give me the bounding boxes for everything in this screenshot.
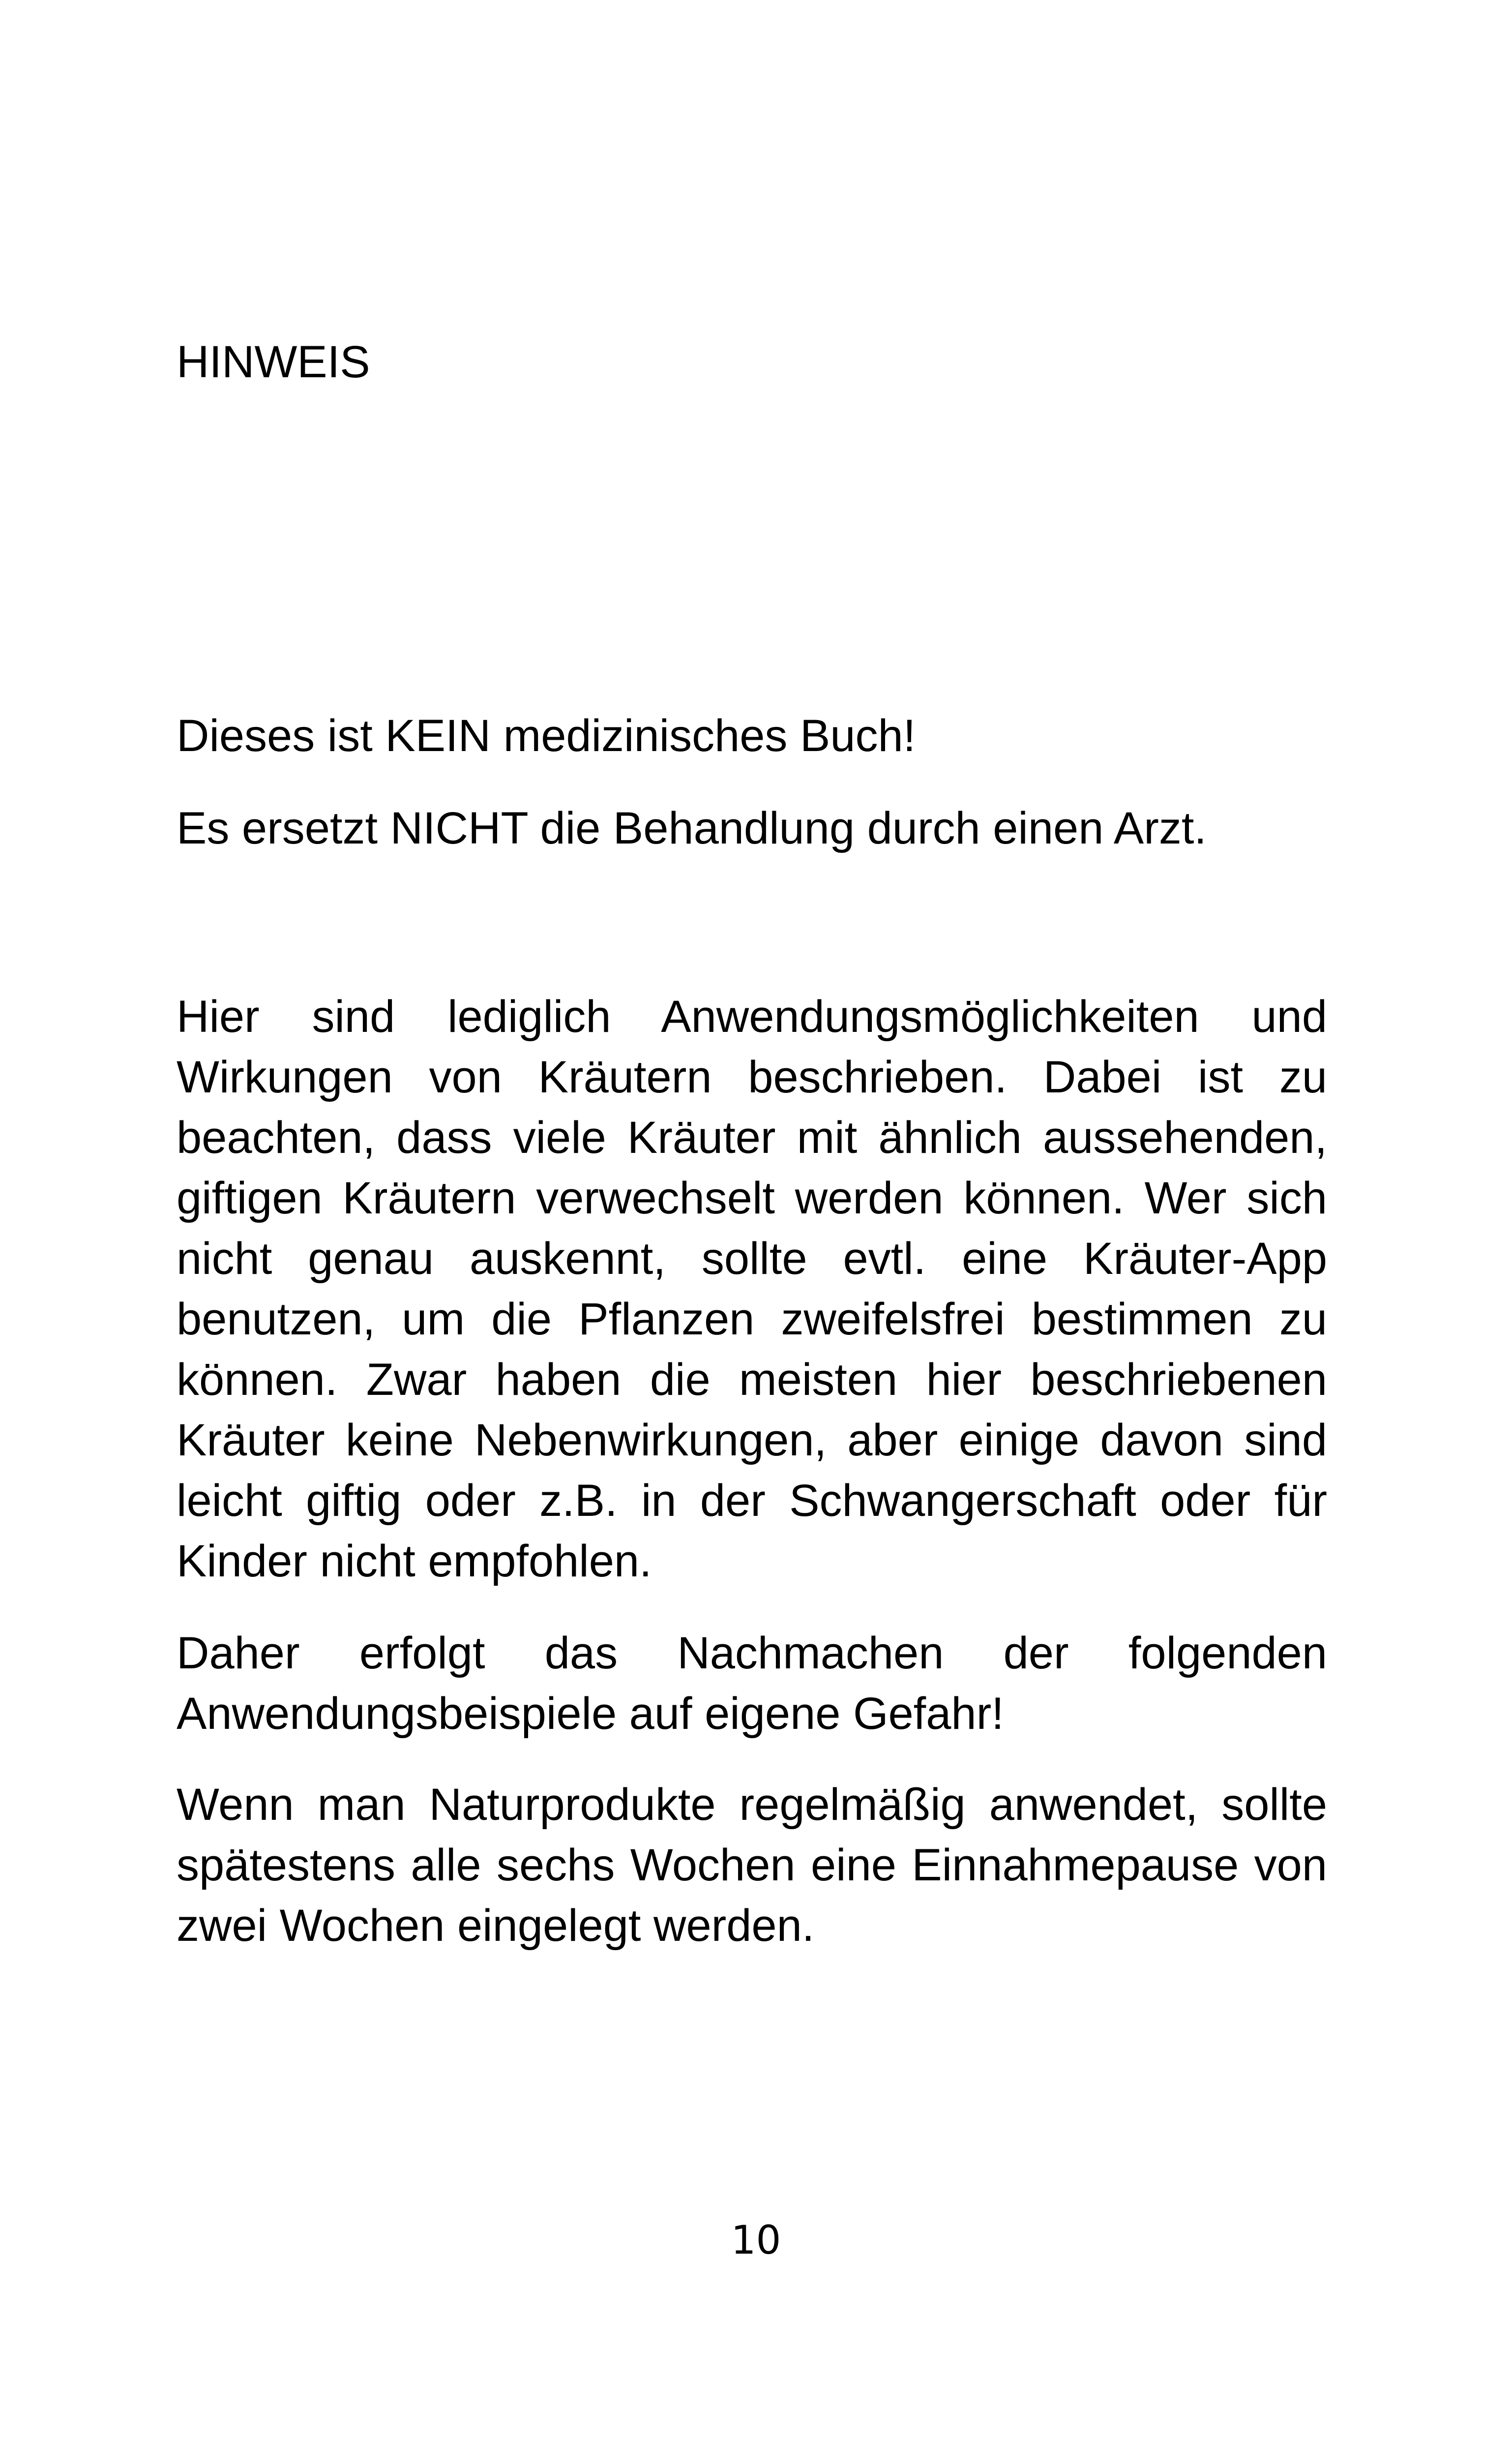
paragraph-usage-break: Wenn man Naturprodukte regelmäßig anwendet, sollte spätestens alle sechs Wochen eine Einnahmepause von zwei Wochen eingelegt werden.	[177, 1779, 1327, 1951]
page-number: 10	[731, 2217, 781, 2263]
paragraph-herb-usage-notice: Hier sind lediglich Anwendungsmöglichkeiten und Wirkungen von Kräutern beschrieben. Dabei ist zu beachten, dass viele Kräuter mit ähnlich aussehenden, giftigen Kräutern verwechselt werden können. Wer sich nicht genau auskennt, sollte evtl. eine Kräuter-App benutzen, um die Pflanzen zweifelsfrei bestimmen zu können. Zwar haben die meisten hier beschriebenen Kräuter keine Nebenwirkungen, aber einige davon sind leicht giftig oder z.B. in der Schwangerschaft oder für Kinder nicht empfohlen.	[177, 992, 1327, 1586]
warning-statement-not-medical-book: Dieses ist KEIN medizinisches Buch!	[177, 711, 916, 761]
warning-statement-not-doctor-replacement: Es ersetzt NICHT die Behandlung durch einen Arzt.	[177, 803, 1207, 853]
section-heading: HINWEIS	[177, 337, 370, 387]
paragraph-own-risk: Daher erfolgt das Nachmachen der folgenden Anwendungsbeispiele auf eigene Gefahr!	[177, 1628, 1327, 1739]
